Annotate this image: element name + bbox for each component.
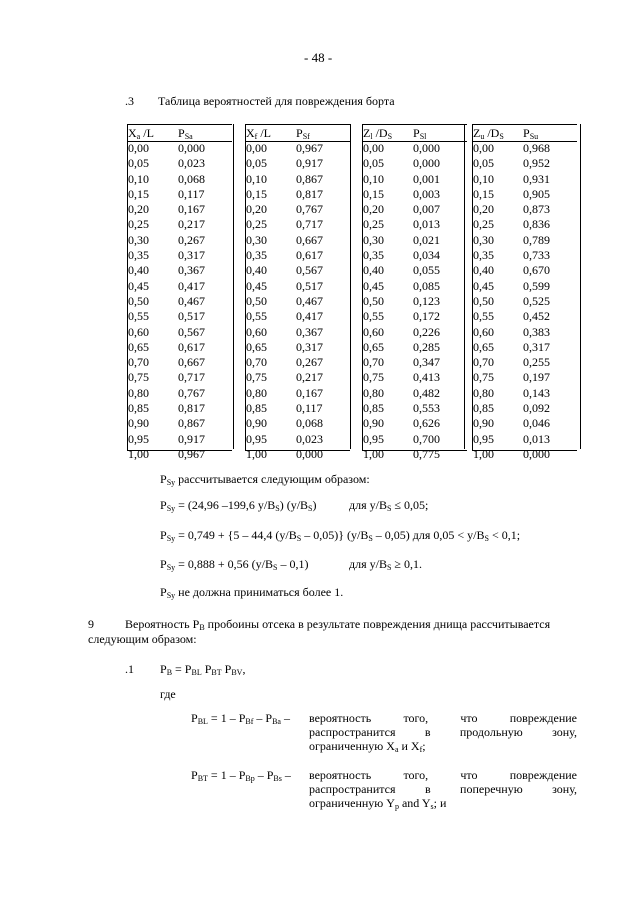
ratio-cell: 0,30 [363,232,384,247]
table-row [473,386,577,401]
probability-cell: 0,525 [523,293,550,308]
ratio-cell: 0,30 [473,232,494,247]
probability-cell: 0,467 [296,293,323,308]
table-row [363,263,467,278]
pbl-text-line1: вероятность того, что повреждение [309,711,577,725]
table-row [473,401,577,416]
probability-cell: 0,553 [413,401,440,416]
probability-cell: 0,167 [296,385,323,400]
pbt-text-line1: вероятность того, что повреждение [309,768,577,782]
ratio-cell: 0,50 [128,293,149,308]
table-row [473,416,577,431]
ratio-cell: 0,60 [473,324,494,339]
probability-cell: 0,817 [296,186,323,201]
probability-cell: 0,733 [523,248,550,263]
probability-cell: 0,092 [523,401,550,416]
probability-cell: 0,117 [296,401,323,416]
table-header [128,126,232,142]
table-row [363,294,467,309]
table-row [363,416,467,431]
ratio-cell: 0,15 [473,186,494,201]
probability-cell: 0,347 [413,355,440,370]
table-row [128,355,232,370]
probability-cell: 0,917 [296,156,323,171]
table-row [246,386,350,401]
probability-cell: 0,767 [178,385,205,400]
table-row [363,309,467,324]
probability-table [245,124,350,461]
probability-cell: 0,317 [523,339,550,354]
probability-cell: 0,143 [523,385,550,400]
probability-cell: 0,789 [523,232,550,247]
ratio-cell: 0,45 [363,278,384,293]
table-row [246,340,350,355]
ratio-cell: 0,55 [473,309,494,324]
table-row [128,386,232,401]
probability-cell: 0,013 [413,217,440,232]
probability-cell: 0,034 [413,248,440,263]
probability-cell: 0,123 [413,293,440,308]
probability-cell: 0,700 [413,431,440,446]
table-row [246,156,350,171]
table-right-border [233,124,234,449]
ratio-cell: 0,40 [363,263,384,278]
ratio-cell: 0,85 [363,401,384,416]
table-row [128,279,232,294]
ratio-cell: 0,35 [363,248,384,263]
ratio-cell: 0,35 [128,248,149,263]
table-right-border [580,124,581,449]
pbl-text-line2: распространится в продольную зону, [309,725,577,739]
pbl-definition: $P_{BL} = 1 - P_{Bf} - P_{Ba}$ – [191,711,290,726]
table-row [246,401,350,416]
ratio-cell: 0,95 [128,431,149,446]
table-row [246,416,350,431]
probability-cell: 0,670 [523,263,550,278]
table-row [128,263,232,278]
table-row [473,202,577,217]
ratio-cell: 0,30 [246,232,267,247]
ratio-cell: 0,70 [128,355,149,370]
ratio-cell: 0,55 [128,309,149,324]
column-header-ratio: $Z_l$ $/D_S$ [363,126,393,141]
ratio-cell: 0,40 [128,263,149,278]
probability-cell: 0,967 [178,446,205,461]
table-row [246,202,350,217]
table-row [128,202,232,217]
column-header-ratio: $X_a$ /L [128,126,154,141]
probability-cell: 0,013 [523,431,550,446]
ratio-cell: 0,90 [128,416,149,431]
probability-cell: 0,217 [178,217,205,232]
probability-cell: 0,599 [523,278,550,293]
table-row [363,141,467,156]
table-row [246,141,350,156]
probability-cell: 0,413 [413,370,440,385]
probability-cell: 0,968 [523,141,550,155]
ratio-cell: 0,85 [473,401,494,416]
probability-cell: 0,226 [413,324,440,339]
pbl-text-line3: ограниченную $X_a$ и $X_f$; [309,739,426,754]
table-row [363,233,467,248]
probability-cell: 0,867 [178,416,205,431]
para-9-number: 9 [88,617,94,631]
probability-table [472,124,577,461]
ratio-cell: 0,65 [246,339,267,354]
ratio-cell: 0,70 [473,355,494,370]
probability-cell: 0,197 [523,370,550,385]
ratio-cell: 0,00 [128,141,149,155]
ratio-cell: 0,75 [473,370,494,385]
probability-cell: 0,000 [296,446,323,461]
ratio-cell: 0,10 [473,171,494,186]
item-1-formula: $P_B = P_{BL}$ $P_{BT}$ $P_{BV}$, [160,662,246,677]
probability-cell: 0,567 [296,263,323,278]
probability-cell: 0,285 [413,339,440,354]
probability-cell: 0,717 [178,370,205,385]
probability-cell: 0,167 [178,202,205,217]
probability-cell: 0,000 [178,141,205,155]
ratio-cell: 0,20 [128,202,149,217]
ratio-cell: 0,15 [128,186,149,201]
column-header-probability: $P_{Sl}$ [413,126,427,141]
table-header [246,126,350,142]
probability-cell: 0,667 [178,355,205,370]
ratio-cell: 0,20 [363,202,384,217]
section-title: Таблица вероятностей для повреждения борта [158,94,395,108]
formula-3: $P_{Sy} = 0,888 + 0,56$ $(y/B_S - 0,1)$ [160,557,309,572]
table-row [473,217,577,232]
ratio-cell: 0,65 [473,339,494,354]
table-row [128,325,232,340]
table-row [473,294,577,309]
ratio-cell: 0,90 [473,416,494,431]
table-row [128,248,232,263]
table-row [473,279,577,294]
probability-cell: 0,617 [296,248,323,263]
table-row [128,172,232,187]
ratio-cell: 0,25 [128,217,149,232]
ratio-cell: 0,65 [128,339,149,354]
ratio-cell: 0,80 [128,385,149,400]
ratio-cell: 0,35 [473,248,494,263]
ratio-cell: 0,05 [473,156,494,171]
ratio-cell: 0,70 [246,355,267,370]
probability-cell: 0,617 [178,339,205,354]
table-row [246,279,350,294]
table-row [473,325,577,340]
table-row [246,447,350,462]
table-row [246,355,350,370]
table-row [128,309,232,324]
ratio-cell: 0,05 [246,156,267,171]
probability-cell: 0,467 [178,293,205,308]
table-row [246,294,350,309]
ratio-cell: 0,60 [128,324,149,339]
column-header-ratio: $Z_u$ $/D_S$ [473,126,504,141]
ratio-cell: 0,10 [128,171,149,186]
probability-cell: 0,775 [413,446,440,461]
ratio-cell: 0,95 [363,431,384,446]
probability-cell: 0,836 [523,217,550,232]
table-row [473,432,577,447]
pbt-text-line2: распространится в поперечную зону, [309,782,577,796]
ratio-cell: 0,75 [128,370,149,385]
probability-cell: 0,767 [296,202,323,217]
table-row [363,217,467,232]
probability-cell: 0,117 [178,186,205,201]
probability-cell: 0,417 [178,278,205,293]
table-row [473,355,577,370]
probability-cell: 0,055 [413,263,440,278]
probability-cell: 0,367 [296,324,323,339]
ratio-cell: 0,95 [473,431,494,446]
probability-cell: 0,931 [523,171,550,186]
probability-table [127,124,232,461]
probability-cell: 0,482 [413,385,440,400]
table-row [128,156,232,171]
probability-cell: 0,383 [523,324,550,339]
probability-cell: 0,717 [296,217,323,232]
probability-cell: 0,068 [178,171,205,186]
probability-cell: 0,001 [413,171,440,186]
ratio-cell: 0,60 [363,324,384,339]
column-header-probability: $P_{Sa}$ [178,126,193,141]
table-row [128,370,232,385]
formula-3-condition: для $y/B_S \ge 0,1$. [349,557,422,572]
formula-1-condition: для $y/B_S \le 0,05$; [349,498,429,513]
table-row [473,340,577,355]
ratio-cell: 0,30 [128,232,149,247]
table-row [473,447,577,462]
table-row [246,233,350,248]
probability-cell: 0,023 [296,431,323,446]
section-number: .3 [125,94,134,108]
probability-cell: 0,000 [523,446,550,461]
table-row [473,309,577,324]
probability-cell: 0,000 [413,156,440,171]
ratio-cell: 0,90 [246,416,267,431]
ratio-cell: 0,20 [246,202,267,217]
psy-note: $P_{Sy}$ не должна приниматься более 1. [160,585,344,600]
ratio-cell: 0,50 [246,293,267,308]
table-row [246,217,350,232]
probability-cell: 0,626 [413,416,440,431]
ratio-cell: 0,80 [473,385,494,400]
table-row [246,248,350,263]
table-row [363,279,467,294]
ratio-cell: 0,00 [363,141,384,155]
probability-cell: 0,517 [178,309,205,324]
ratio-cell: 1,00 [128,446,149,461]
table-row [363,202,467,217]
table-row [473,187,577,202]
table-row [363,156,467,171]
ratio-cell: 0,45 [473,278,494,293]
probability-cell: 0,046 [523,416,550,431]
column-header-probability: $P_{Su}$ [523,126,539,141]
ratio-cell: 0,25 [473,217,494,232]
probability-cell: 0,007 [413,202,440,217]
probability-table [362,124,467,461]
table-row [128,187,232,202]
ratio-cell: 0,50 [363,293,384,308]
table-row [246,263,350,278]
table-row [363,325,467,340]
table-row [363,386,467,401]
ratio-cell: 1,00 [363,446,384,461]
ratio-cell: 0,80 [246,385,267,400]
ratio-cell: 0,00 [246,141,267,155]
table-row [363,248,467,263]
table-row [473,248,577,263]
table-row [246,187,350,202]
table-row [363,187,467,202]
table-row [128,416,232,431]
table-row [128,447,232,462]
table-row [246,432,350,447]
table-row [128,432,232,447]
table-row [128,294,232,309]
table-row [128,401,232,416]
ratio-cell: 0,25 [246,217,267,232]
probability-cell: 0,021 [413,232,440,247]
psy-intro: $P_{Sy}$ рассчитывается следующим образом: [160,472,370,487]
ratio-cell: 0,55 [246,309,267,324]
table-row [473,156,577,171]
table-row [473,263,577,278]
ratio-cell: 0,60 [246,324,267,339]
ratio-cell: 0,80 [363,385,384,400]
page-number: - 48 - [304,50,333,65]
ratio-cell: 0,25 [363,217,384,232]
ratio-cell: 0,50 [473,293,494,308]
ratio-cell: 0,15 [363,186,384,201]
ratio-cell: 0,05 [363,156,384,171]
table-row [473,172,577,187]
probability-cell: 0,085 [413,278,440,293]
ratio-cell: 0,15 [246,186,267,201]
formula-2: $P_{Sy} = 0,749 + \{5 - 44,4$ $(y/B_S - 0,05)$} $(y/B_S - 0,05)$ для $0,05 < y/B_S < 0,1$; [160,528,521,543]
ratio-cell: 0,40 [246,263,267,278]
table-row [363,172,467,187]
table-row [363,355,467,370]
ratio-cell: 0,95 [246,431,267,446]
probability-cell: 0,317 [296,339,323,354]
probability-cell: 0,517 [296,278,323,293]
probability-cell: 0,023 [178,156,205,171]
para-9-line2: следующим образом: [88,632,197,646]
ratio-cell: 0,75 [363,370,384,385]
probability-cell: 0,917 [178,431,205,446]
ratio-cell: 0,10 [246,171,267,186]
table-row [128,217,232,232]
table-row [128,141,232,156]
probability-cell: 0,667 [296,232,323,247]
ratio-cell: 0,35 [246,248,267,263]
ratio-cell: 0,70 [363,355,384,370]
ratio-cell: 1,00 [246,446,267,461]
table-row [246,172,350,187]
table-row [363,447,467,462]
ratio-cell: 0,85 [128,401,149,416]
probability-cell: 0,867 [296,171,323,186]
ratio-cell: 0,90 [363,416,384,431]
table-row [246,370,350,385]
probability-cell: 0,452 [523,309,550,324]
probability-cell: 0,255 [523,355,550,370]
column-header-probability: $P_{Sf}$ [296,126,310,141]
ratio-cell: 1,00 [473,446,494,461]
probability-cell: 0,217 [296,370,323,385]
probability-cell: 0,317 [178,248,205,263]
table-header [473,126,577,142]
probability-cell: 0,267 [296,355,323,370]
item-1-number: .1 [125,662,134,676]
table-header [363,126,467,142]
ratio-cell: 0,45 [246,278,267,293]
ratio-cell: 0,55 [363,309,384,324]
table-row [473,370,577,385]
probability-cell: 0,417 [296,309,323,324]
pbt-definition: $P_{BT} = 1 - P_{Bp} - P_{Bs}$ – [191,768,291,783]
formula-1: $P_{Sy} = (24,96$ –199,6 $y/B_S$) $(y/B_S)$ [160,498,317,513]
table-row [246,325,350,340]
ratio-cell: 0,00 [473,141,494,155]
table-row [473,141,577,156]
probability-cell: 0,000 [413,141,440,155]
where-label: где [160,687,176,701]
column-header-ratio: $X_f$ /L [246,126,272,141]
ratio-cell: 0,40 [473,263,494,278]
table-row [363,401,467,416]
ratio-cell: 0,85 [246,401,267,416]
probability-cell: 0,003 [413,186,440,201]
probability-cell: 0,952 [523,156,550,171]
table-row [363,340,467,355]
table-row [128,233,232,248]
para-9-line1: Вероятность $P_B$ пробоины отсека в результате повреждения днища рассчитывается [125,617,551,632]
probability-cell: 0,905 [523,186,550,201]
table-row [363,432,467,447]
probability-cell: 0,873 [523,202,550,217]
probability-cell: 0,267 [178,232,205,247]
table-row [363,370,467,385]
probability-cell: 0,567 [178,324,205,339]
table-row [128,340,232,355]
table-right-border [464,124,465,449]
ratio-cell: 0,10 [363,171,384,186]
ratio-cell: 0,45 [128,278,149,293]
probability-cell: 0,172 [413,309,440,324]
pbt-text-line3: ограниченную $Y_p$ and $Y_s$; и [309,796,447,811]
probability-cell: 0,967 [296,141,323,155]
ratio-cell: 0,20 [473,202,494,217]
table-row [246,309,350,324]
ratio-cell: 0,75 [246,370,267,385]
probability-cell: 0,367 [178,263,205,278]
probability-cell: 0,068 [296,416,323,431]
probability-cell: 0,817 [178,401,205,416]
ratio-cell: 0,65 [363,339,384,354]
ratio-cell: 0,05 [128,156,149,171]
table-row [473,233,577,248]
table-right-border [350,124,351,449]
